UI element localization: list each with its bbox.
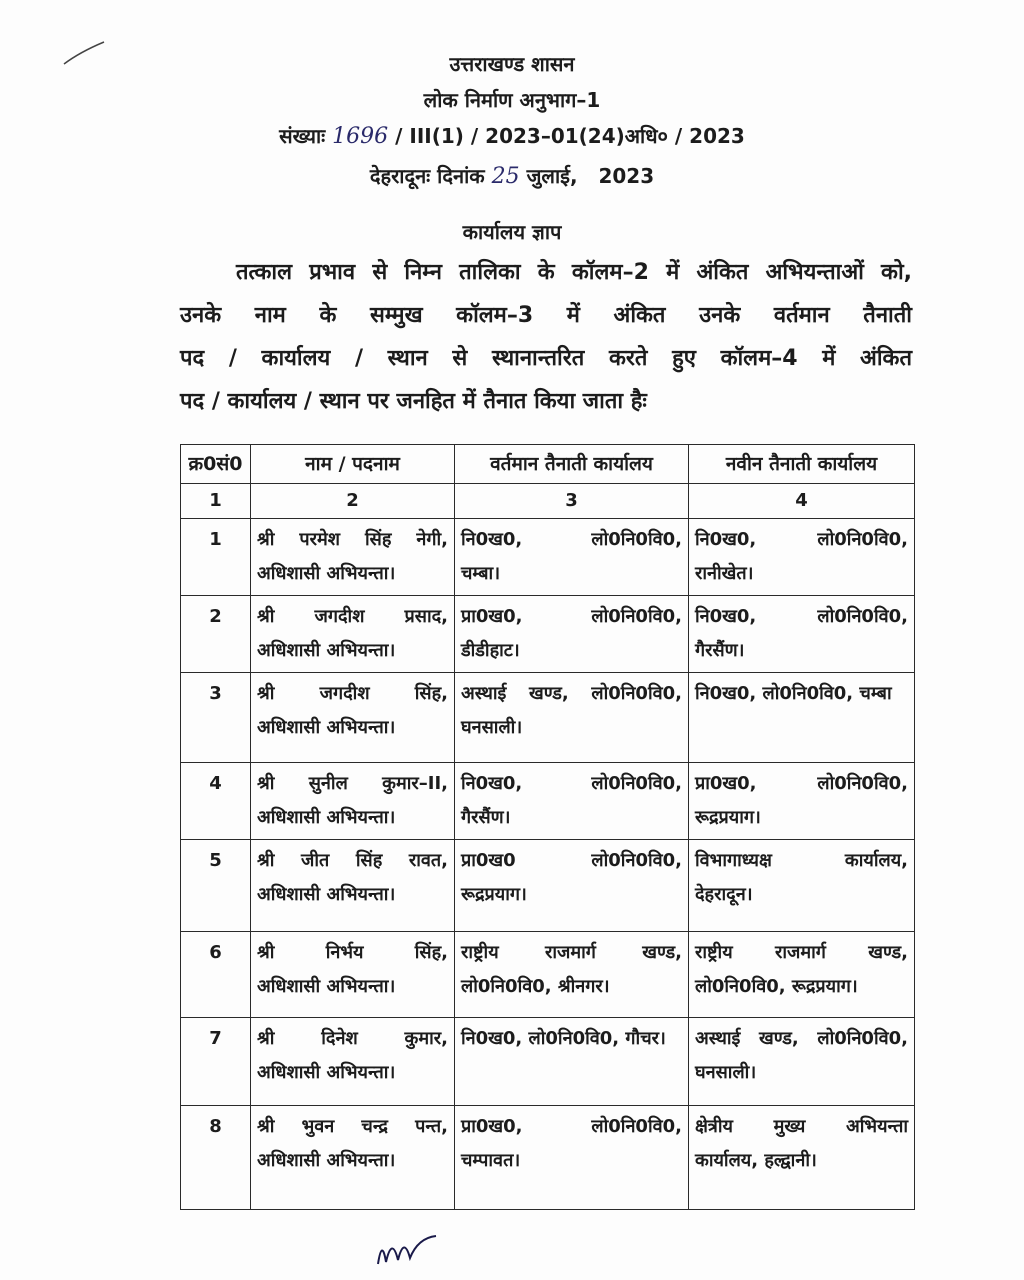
signature-mark <box>374 1228 444 1268</box>
name-designation-cell <box>251 1106 455 1210</box>
column-number: 4 <box>689 484 915 519</box>
cell-line: रूद्रप्रयाग। <box>461 884 527 905</box>
serial-number-cell: 2 <box>181 596 251 673</box>
serial-number-cell: 5 <box>181 840 251 932</box>
name-designation-cell <box>251 932 455 1018</box>
cell-line: चम्बा। <box>461 563 501 584</box>
table-row <box>181 519 915 596</box>
cell-line: गैरसैंण। <box>461 807 511 828</box>
cell-line: प्रा0ख0, लो0नि0वि0, <box>461 606 682 627</box>
cell-line: श्री जगदीश सिंह, <box>257 683 448 704</box>
name-designation-cell <box>251 673 455 763</box>
body-line-4: पद / कार्यालय / स्थान पर जनहित में तैनात किया जाता हैः <box>180 389 647 414</box>
cell-line: राष्ट्रीय राजमार्ग खण्ड, <box>695 942 908 963</box>
new-posting-cell <box>689 519 915 596</box>
new-posting-cell <box>689 932 915 1018</box>
cell-line: नि0ख0, लो0नि0वि0, <box>695 606 908 627</box>
new-posting-cell <box>689 596 915 673</box>
serial-number-cell: 7 <box>181 1018 251 1106</box>
body-line-2: उनके नाम के सम्मुख कॉलम–3 में अंकित उनके वर्तमान तैनाती <box>180 303 912 328</box>
name-designation-cell <box>251 840 455 932</box>
cell-line: अस्थाई खण्ड, लो0नि0वि0, <box>695 1028 908 1049</box>
cell-line: डीडीहाट। <box>461 640 520 661</box>
table-row <box>181 673 915 763</box>
number-suffix: / III(1) / 2023–01(24)अधि० / 2023 <box>395 124 745 148</box>
date-year: 2023 <box>598 164 655 188</box>
column-number-row <box>181 484 915 519</box>
cell-line: कार्यालय, हल्द्वानी। <box>695 1150 817 1171</box>
table-row <box>181 1106 915 1210</box>
cell-line: प्रा0ख0, लो0नि0वि0, <box>461 1116 682 1137</box>
column-number: 3 <box>455 484 689 519</box>
cell-line: रूद्रप्रयाग। <box>695 807 761 828</box>
cell-line: रानीखेत। <box>695 563 754 584</box>
current-posting-cell <box>455 932 689 1018</box>
cell-line: अधिशासी अभियन्ता। <box>257 1150 396 1171</box>
place-date-label: देहरादूनः दिनांक <box>369 164 485 188</box>
place-date-line <box>0 162 1024 189</box>
cell-line: क्षेत्रीय मुख्य अभियन्ता <box>695 1116 908 1137</box>
cell-line: नि0ख0, लो0नि0वि0, <box>461 773 682 794</box>
cell-line: श्री भुवन चन्द्र पन्त, <box>257 1116 448 1137</box>
current-posting-cell <box>455 840 689 932</box>
cell-line: नि0ख0, लो0नि0वि0, चम्बा <box>695 683 892 704</box>
serial-number-cell: 4 <box>181 763 251 840</box>
serial-number-cell: 8 <box>181 1106 251 1210</box>
header-current-posting: वर्तमान तैनाती कार्यालय <box>455 445 689 484</box>
current-posting-cell <box>455 1106 689 1210</box>
cell-line: लो0नि0वि0, रूद्रप्रयाग। <box>695 976 858 997</box>
cell-line: अधिशासी अभियन्ता। <box>257 1062 396 1083</box>
current-posting-cell <box>455 596 689 673</box>
cell-line: श्री दिनेश कुमार, <box>257 1028 448 1049</box>
cell-line: अस्थाई खण्ड, लो0नि0वि0, <box>461 683 682 704</box>
new-posting-cell <box>689 1018 915 1106</box>
order-number-line <box>0 122 1024 149</box>
cell-line: विभागाध्यक्ष कार्यालय, <box>695 850 908 871</box>
table-row <box>181 596 915 673</box>
current-posting-cell <box>455 1018 689 1106</box>
date-handwritten: 25 <box>491 164 520 189</box>
cell-line: अधिशासी अभियन्ता। <box>257 640 396 661</box>
cell-line: घनसाली। <box>695 1062 757 1083</box>
name-designation-cell <box>251 763 455 840</box>
date-month: जुलाई, <box>526 164 578 188</box>
new-posting-cell <box>689 673 915 763</box>
cell-line: श्री जीत सिंह रावत, <box>257 850 448 871</box>
header-name: नाम / पदनाम <box>251 445 455 484</box>
cell-line: अधिशासी अभियन्ता। <box>257 884 396 905</box>
column-number: 2 <box>251 484 455 519</box>
number-handwritten: 1696 <box>332 124 389 149</box>
header-new-posting: नवीन तैनाती कार्यालय <box>689 445 915 484</box>
current-posting-cell <box>455 763 689 840</box>
cell-line: श्री परमेश सिंह नेगी, <box>257 529 448 550</box>
transfer-table <box>180 444 915 1210</box>
cell-line: प्रा0ख0, लो0नि0वि0, <box>695 773 908 794</box>
current-posting-cell <box>455 673 689 763</box>
cell-line: प्रा0ख0 लो0नि0वि0, <box>461 850 682 871</box>
cell-line: श्री जगदीश प्रसाद, <box>257 606 448 627</box>
new-posting-cell <box>689 840 915 932</box>
column-number: 1 <box>181 484 251 519</box>
cell-line: नि0ख0, लो0नि0वि0, <box>695 529 908 550</box>
table-row <box>181 763 915 840</box>
body-line-3: पद / कार्यालय / स्थान से स्थानान्तरित करते हुए कॉलम–4 में अंकित <box>180 346 912 371</box>
table-row <box>181 840 915 932</box>
table-row <box>181 932 915 1018</box>
serial-number-cell: 1 <box>181 519 251 596</box>
serial-number-cell: 6 <box>181 932 251 1018</box>
cell-line: श्री निर्भय सिंह, <box>257 942 448 963</box>
cell-line: अधिशासी अभियन्ता। <box>257 717 396 738</box>
cell-line: नि0ख0, लो0नि0वि0, <box>461 529 682 550</box>
cell-line: श्री सुनील कुमार–II, <box>257 773 448 794</box>
government-heading: उत्तराखण्ड शासन <box>449 52 575 76</box>
new-posting-cell <box>689 763 915 840</box>
number-label: संख्याः <box>279 124 326 148</box>
body-line-1: तत्काल प्रभाव से निम्न तालिका के कॉलम–2 में अंकित अभियन्ताओं को, <box>236 260 912 285</box>
department-heading: लोक निर्माण अनुभाग–1 <box>423 88 601 112</box>
name-designation-cell <box>251 519 455 596</box>
cell-line: देहरादून। <box>695 884 753 905</box>
cell-line: अधिशासी अभियन्ता। <box>257 563 396 584</box>
memo-title: कार्यालय ज्ञाप <box>462 220 562 244</box>
header-serial: क्र0सं0 <box>181 445 251 484</box>
cell-line: नि0ख0, लो0नि0वि0, गौचर। <box>461 1028 666 1049</box>
cell-line: अधिशासी अभियन्ता। <box>257 807 396 828</box>
cell-line: घनसाली। <box>461 717 523 738</box>
current-posting-cell <box>455 519 689 596</box>
cell-line: गैरसैंण। <box>695 640 745 661</box>
name-designation-cell <box>251 1018 455 1106</box>
cell-line: अधिशासी अभियन्ता। <box>257 976 396 997</box>
name-designation-cell <box>251 596 455 673</box>
cell-line: लो0नि0वि0, श्रीनगर। <box>461 976 610 997</box>
serial-number-cell: 3 <box>181 673 251 763</box>
table-row <box>181 1018 915 1106</box>
new-posting-cell <box>689 1106 915 1210</box>
cell-line: राष्ट्रीय राजमार्ग खण्ड, <box>461 942 682 963</box>
table-header-row <box>181 445 915 484</box>
cell-line: चम्पावत। <box>461 1150 521 1171</box>
